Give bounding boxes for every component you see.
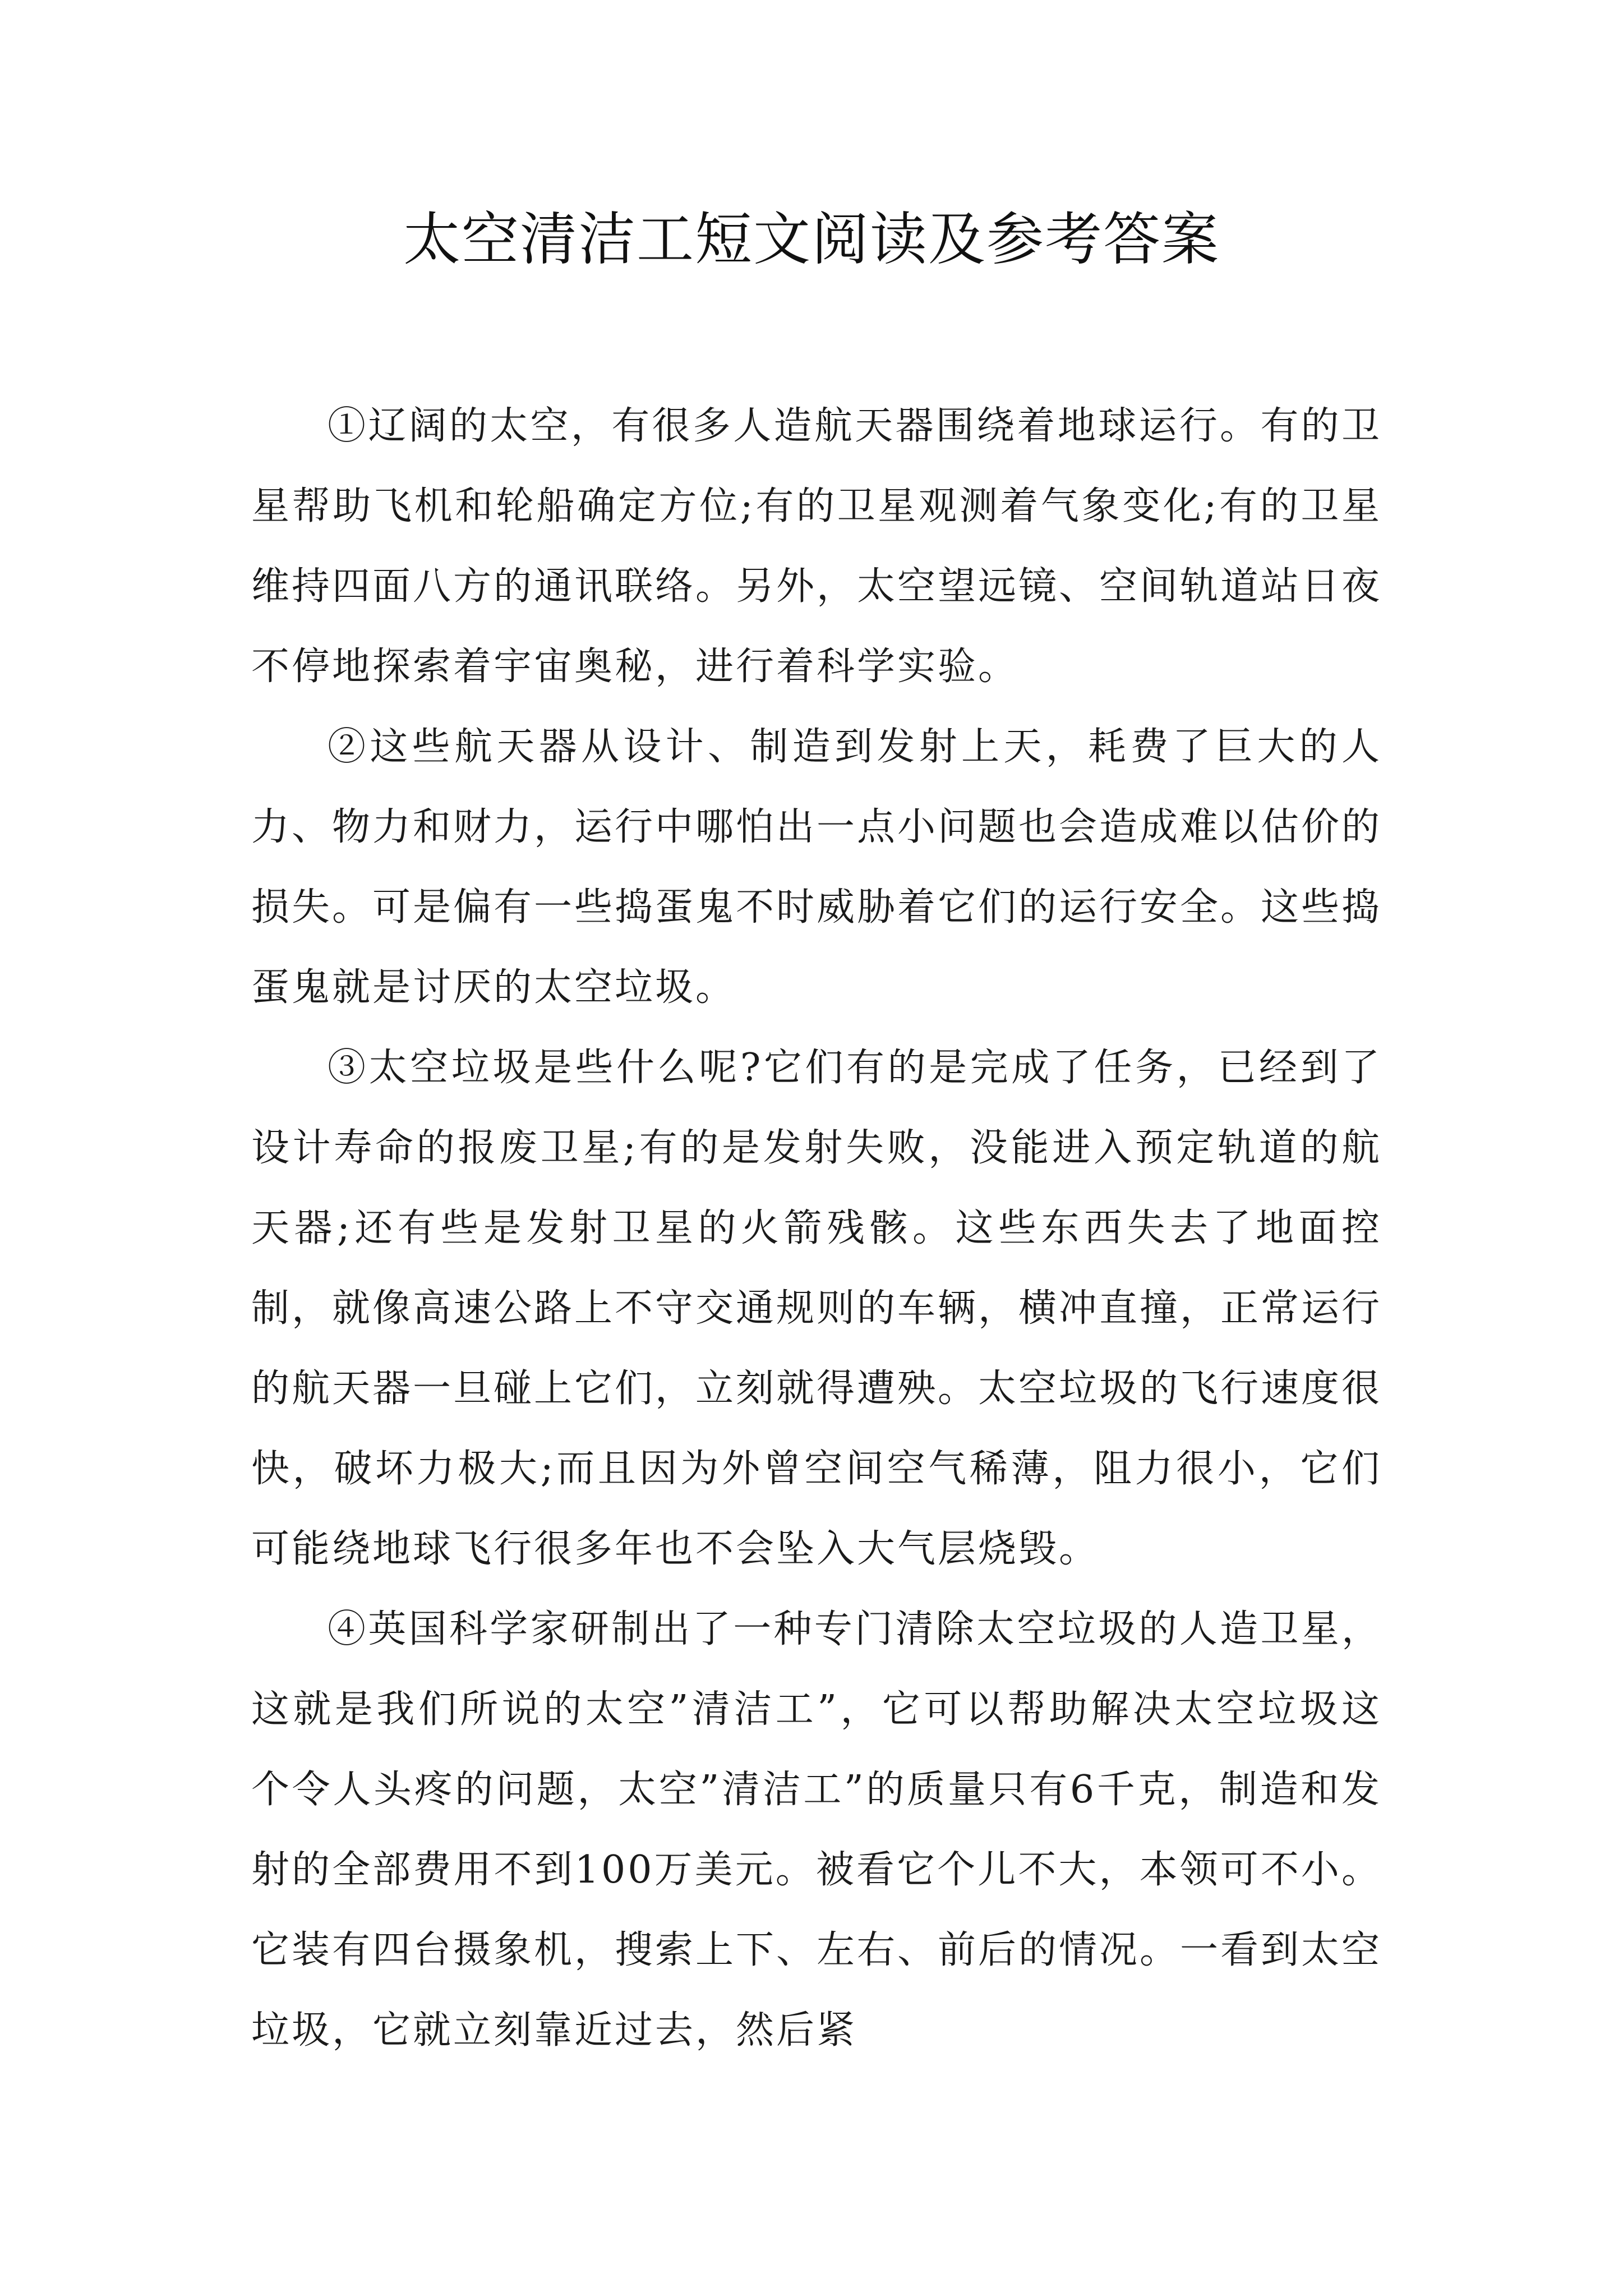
paragraph-3: ③太空垃圾是些什么呢?它们有的是完成了任务，已经到了设计寿命的报废卫星;有的是发射失败，没能进入预定轨道的航天器;还有些是发射卫星的火箭残骸。这些东西失去了地面控制，就像高速公路上不守交通规则的车辆，横冲直撞，正常运行的航天器一旦碰上它们，立刻就得遭殃。太空垃圾的飞行速度很快，破坏力极大;而且因为外曾空间空气稀薄，阻力很小，它们可能绕地球飞行很多年也不会坠入大气层烧毁。 — [251, 1046, 1382, 1571]
document-title: 太空清洁工短文阅读及参考答案 — [403, 206, 1220, 273]
paragraph-4: ④英国科学家研制出了一种专门清除太空垃圾的人造卫星，这就是我们所说的太空”清洁工”，它可以帮助解决太空垃圾这个令人头疼的问题，太空”清洁工”的质量只有6千克，制造和发射的全部费用不到100万美元。被看它个儿不大，本领可不小。它装有四台摄象机，搜索上下、左右、前后的情况。一看到太空垃圾，它就立刻靠近过去，然后紧 — [251, 1607, 1382, 2053]
article-body — [251, 386, 1382, 2070]
paragraph-1: ①辽阔的太空，有很多人造航天器围绕着地球运行。有的卫星帮助飞机和轮船确定方位;有的卫星观测着气象变化;有的卫星维持四面八方的通讯联络。另外，太空望远镜、空间轨道站日夜不停地探索着宇宙奥秘，进行着科学实验。 — [251, 404, 1382, 689]
paragraph-2: ②这些航天器从设计、制造到发射上天，耗费了巨大的人力、物力和财力，运行中哪怕出一点小问题也会造成难以估价的损失。可是偏有一些捣蛋鬼不时威胁着它们的运行安全。这些捣蛋鬼就是讨厌的太空垃圾。 — [251, 725, 1382, 1010]
